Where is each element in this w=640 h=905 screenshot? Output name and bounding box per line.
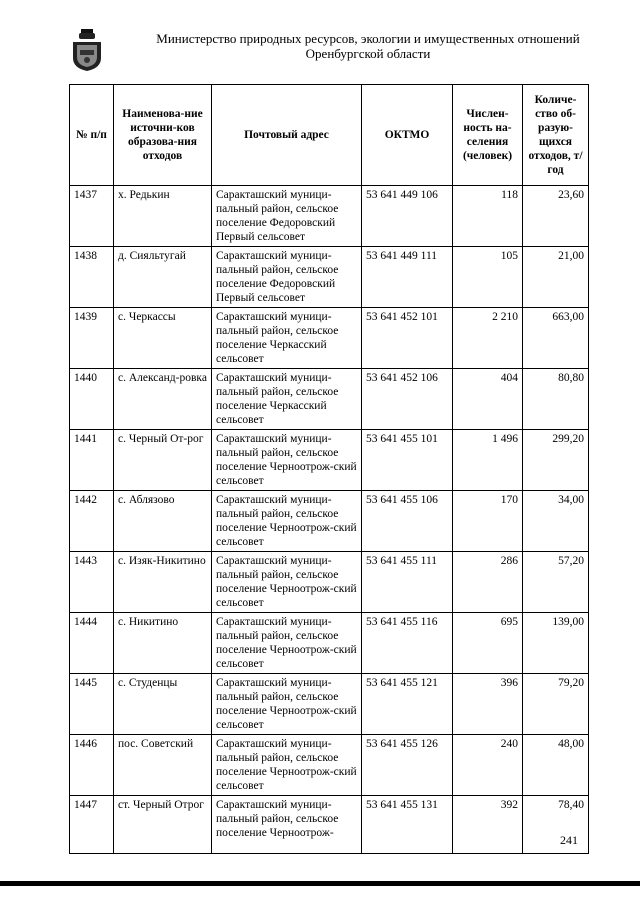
waste-value: 78,40 xyxy=(523,796,589,854)
waste-value: 80,80 xyxy=(523,369,589,430)
oktmo-code: 53 641 452 101 xyxy=(362,308,453,369)
population-value: 118 xyxy=(453,186,523,247)
population-value: 695 xyxy=(453,613,523,674)
population-value: 170 xyxy=(453,491,523,552)
row-number: 1441 xyxy=(70,430,114,491)
postal-address: Саракташский муници-пальный район, сельское поселение Черноотрож-ский сельсовет xyxy=(212,613,362,674)
population-value: 105 xyxy=(453,247,523,308)
waste-value: 139,00 xyxy=(523,613,589,674)
page-header xyxy=(60,24,620,74)
source-name: ст. Черный Отрог xyxy=(114,796,212,854)
row-number: 1445 xyxy=(70,674,114,735)
postal-address: Саракташский муници-пальный район, сельское поселение Черноотрож-ский сельсовет xyxy=(212,430,362,491)
table-header-row xyxy=(70,85,589,186)
postal-address: Саракташский муници-пальный район, сельское поселение Черноотрож-ский сельсовет xyxy=(212,735,362,796)
source-name: с. Александ-ровка xyxy=(114,369,212,430)
oktmo-code: 53 641 452 106 xyxy=(362,369,453,430)
population-value: 286 xyxy=(453,552,523,613)
oktmo-code: 53 641 449 111 xyxy=(362,247,453,308)
source-name: пос. Советский xyxy=(114,735,212,796)
table-row xyxy=(70,491,589,552)
source-name: с. Черкассы xyxy=(114,308,212,369)
postal-address: Саракташский муници-пальный район, сельское поселение Черноотрож-ский сельсовет xyxy=(212,552,362,613)
table-row xyxy=(70,613,589,674)
postal-address: Саракташский муници-пальный район, сельское поселение Черкасский сельсовет xyxy=(212,369,362,430)
population-value: 396 xyxy=(453,674,523,735)
postal-address: Саракташский муници-пальный район, сельское поселение Федоровский Первый сельсовет xyxy=(212,247,362,308)
table-row xyxy=(70,735,589,796)
page-number: 241 xyxy=(560,833,578,847)
oktmo-code: 53 641 455 116 xyxy=(362,613,453,674)
population-value: 404 xyxy=(453,369,523,430)
population-value: 392 xyxy=(453,796,523,854)
source-name: х. Редькин xyxy=(114,186,212,247)
row-number: 1437 xyxy=(70,186,114,247)
table-row xyxy=(70,674,589,735)
column-header-number: № п/п xyxy=(70,85,114,186)
table-row xyxy=(70,796,589,854)
ministry-line-1: Министерство природных ресурсов, экологии и имущественных отношений xyxy=(156,31,580,46)
postal-address: Саракташский муници-пальный район, сельское поселение Черноотрож- xyxy=(212,796,362,854)
row-number: 1442 xyxy=(70,491,114,552)
row-number: 1447 xyxy=(70,796,114,854)
oktmo-code: 53 641 455 121 xyxy=(362,674,453,735)
ministry-line-2: Оренбургской области xyxy=(305,46,431,61)
row-number: 1446 xyxy=(70,735,114,796)
table-row xyxy=(70,369,589,430)
column-header-oktmo: ОКТМО xyxy=(362,85,453,186)
oktmo-code: 53 641 455 106 xyxy=(362,491,453,552)
waste-value: 57,20 xyxy=(523,552,589,613)
oktmo-code: 53 641 455 131 xyxy=(362,796,453,854)
waste-value: 299,20 xyxy=(523,430,589,491)
table-row xyxy=(70,186,589,247)
row-number: 1444 xyxy=(70,613,114,674)
oktmo-code: 53 641 455 126 xyxy=(362,735,453,796)
postal-address: Саракташский муници-пальный район, сельское поселение Черноотрож-ский сельсовет xyxy=(212,674,362,735)
oktmo-code: 53 641 449 106 xyxy=(362,186,453,247)
column-header-name: Наименова-ние источни-ков образова-ния отходов xyxy=(114,85,212,186)
population-value: 240 xyxy=(453,735,523,796)
waste-value: 663,00 xyxy=(523,308,589,369)
waste-value: 21,00 xyxy=(523,247,589,308)
waste-value: 23,60 xyxy=(523,186,589,247)
oktmo-code: 53 641 455 111 xyxy=(362,552,453,613)
source-name: д. Сияльтугай xyxy=(114,247,212,308)
bottom-divider xyxy=(0,881,640,886)
table-row xyxy=(70,247,589,308)
column-header-address: Почтовый адрес xyxy=(212,85,362,186)
column-header-population: Числен-ность на-селения (человек) xyxy=(453,85,523,186)
postal-address: Саракташский муници-пальный район, сельское поселение Черноотрож-ский сельсовет xyxy=(212,491,362,552)
source-name: с. Черный От-рог xyxy=(114,430,212,491)
row-number: 1440 xyxy=(70,369,114,430)
postal-address: Саракташский муници-пальный район, сельское поселение Черкасский сельсовет xyxy=(212,308,362,369)
source-name: с. Изяк-Никитино xyxy=(114,552,212,613)
waste-sources-table xyxy=(69,84,589,854)
waste-value: 48,00 xyxy=(523,735,589,796)
source-name: с. Никитино xyxy=(114,613,212,674)
row-number: 1439 xyxy=(70,308,114,369)
source-name: с. Аблязово xyxy=(114,491,212,552)
row-number: 1443 xyxy=(70,552,114,613)
table-row xyxy=(70,430,589,491)
waste-value: 34,00 xyxy=(523,491,589,552)
column-header-waste: Количе-ство об-разую-щихся отходов, т/год xyxy=(523,85,589,186)
oktmo-code: 53 641 455 101 xyxy=(362,430,453,491)
coat-of-arms-icon xyxy=(70,28,104,72)
row-number: 1438 xyxy=(70,247,114,308)
ministry-title xyxy=(116,31,620,61)
source-name: с. Студенцы xyxy=(114,674,212,735)
population-value: 1 496 xyxy=(453,430,523,491)
table-row xyxy=(70,308,589,369)
postal-address: Саракташский муници-пальный район, сельское поселение Федоровский Первый сельсовет xyxy=(212,186,362,247)
table-row xyxy=(70,552,589,613)
waste-value: 79,20 xyxy=(523,674,589,735)
population-value: 2 210 xyxy=(453,308,523,369)
